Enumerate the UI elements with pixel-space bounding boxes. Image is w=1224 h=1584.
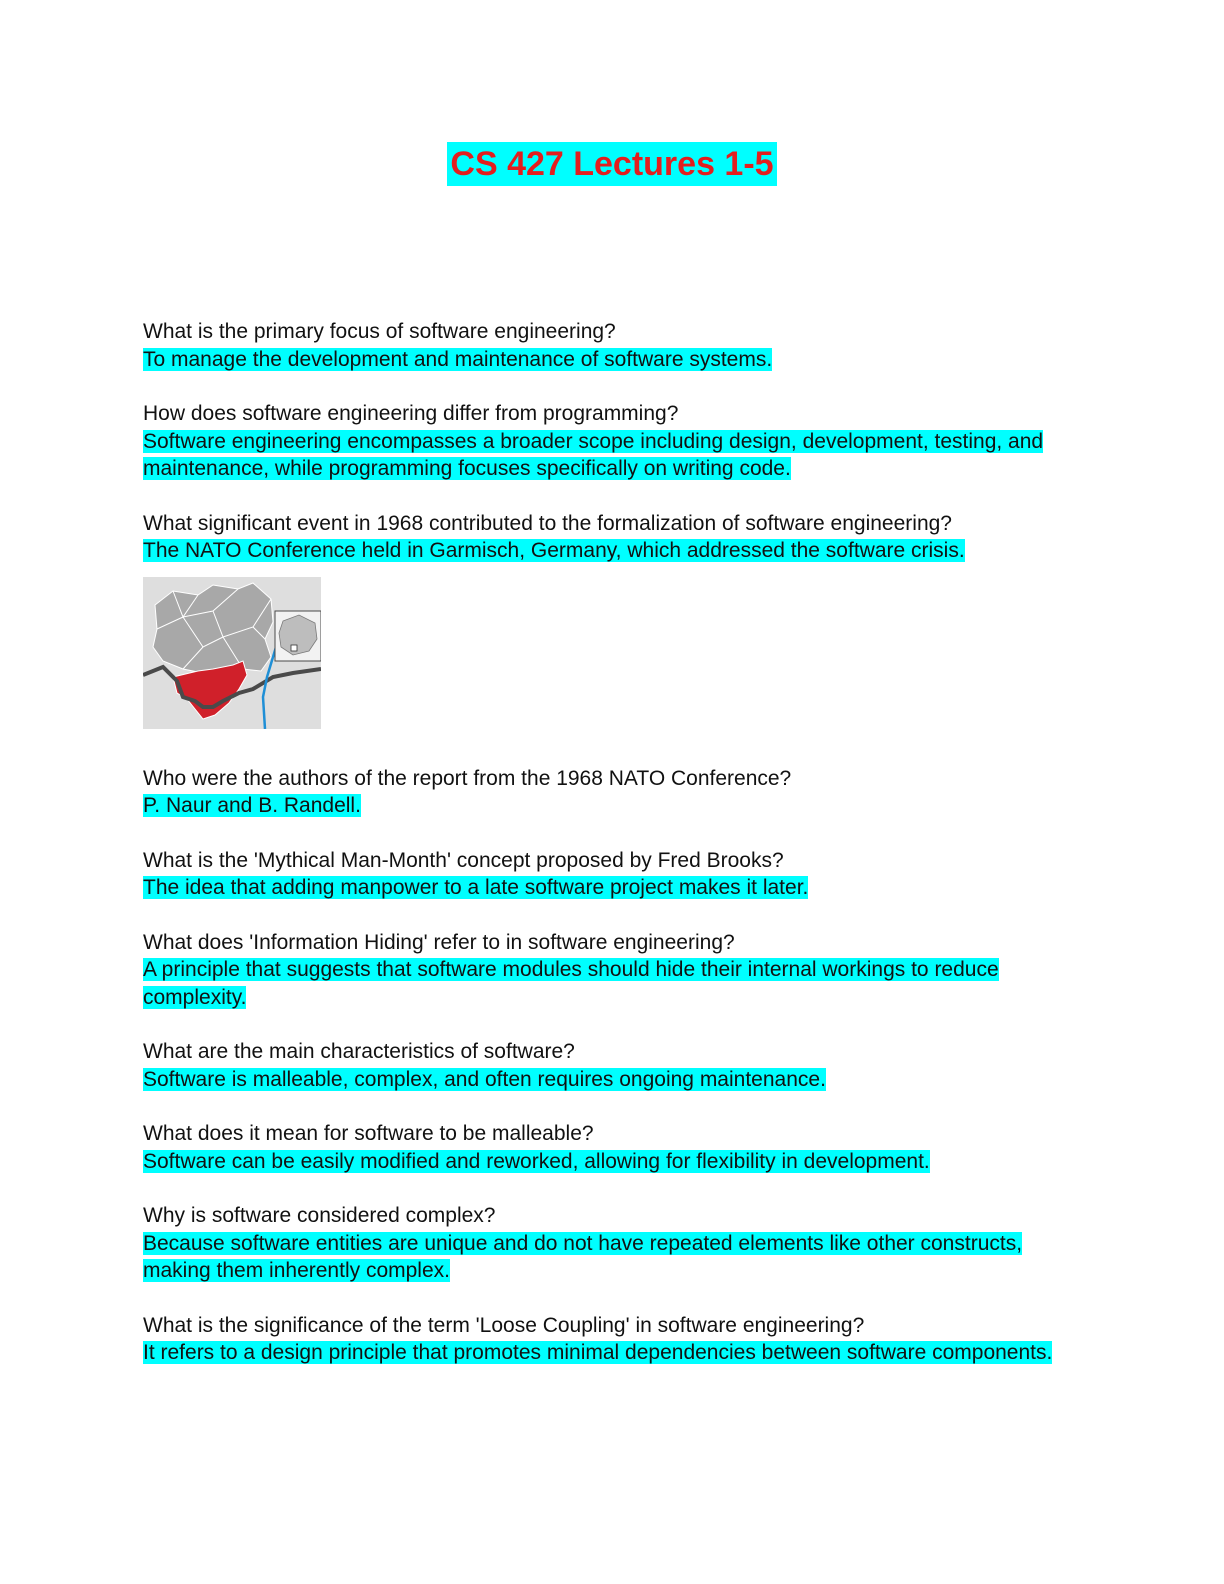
question-text: How does software engineering differ from programming? (143, 402, 679, 425)
answer-text: Software engineering encompasses a broader scope including design, development, testing, and maintenance, while programming focuses specifically on writing code. (143, 429, 1044, 480)
question-text: What does it mean for software to be malleable? (143, 1122, 594, 1145)
qa-item (143, 1312, 1073, 1367)
answer-text: It refers to a design principle that promotes minimal dependencies between software components. (143, 1341, 1053, 1364)
map-inset-marker (291, 645, 297, 651)
question-text: Who were the authors of the report from the 1968 NATO Conference? (143, 766, 792, 790)
qa-item (143, 510, 1073, 565)
answer-text: P. Naur and B. Randell. (143, 794, 361, 817)
bavaria-region-map-icon (143, 577, 321, 729)
question-text: What is the 'Mythical Man-Month' concept proposed by Fred Brooks? (143, 848, 784, 872)
map-region-gray (153, 583, 273, 677)
answer-text: Software can be easily modified and reworked, allowing for flexibility in development. (143, 1149, 930, 1173)
answer-text: To manage the development and maintenance of software systems. (143, 347, 773, 371)
answer-text: The idea that adding manpower to a late software project makes it later. (143, 876, 809, 899)
question-text: What is the primary focus of software engineering? (143, 320, 616, 343)
question-text: What is the significance of the term 'Loose Coupling' in software engineering? (143, 1313, 865, 1337)
qa-item (143, 1202, 1073, 1285)
answer-text: The NATO Conference held in Garmisch, Germany, which addressed the software crisis. (143, 539, 965, 562)
question-text: What are the main characteristics of software? (143, 1040, 575, 1063)
page-title: CS 427 Lectures 1-5 (447, 142, 776, 186)
qa-item (143, 765, 1073, 820)
answer-text: A principle that suggests that software modules should hide their internal workings to reduce complexity. (143, 958, 999, 1009)
question-text: What does 'Information Hiding' refer to in software engineering? (143, 930, 735, 954)
answer-text: Because software entities are unique and do not have repeated elements like other constructs, making them inherently complex. (143, 1231, 1023, 1282)
document-body (143, 318, 1073, 1394)
qa-item (143, 847, 1073, 902)
qa-item (143, 318, 1073, 373)
qa-item (143, 400, 1073, 483)
question-text: What significant event in 1968 contributed to the formalization of software engineering? (143, 511, 952, 535)
question-text: Why is software considered complex? (143, 1204, 496, 1227)
qa-item (143, 1120, 1073, 1175)
title-container (0, 142, 1224, 186)
map-image (143, 577, 321, 729)
qa-item (143, 1038, 1073, 1093)
qa-item (143, 929, 1073, 1012)
answer-text: Software is malleable, complex, and often requires ongoing maintenance. (143, 1067, 826, 1091)
